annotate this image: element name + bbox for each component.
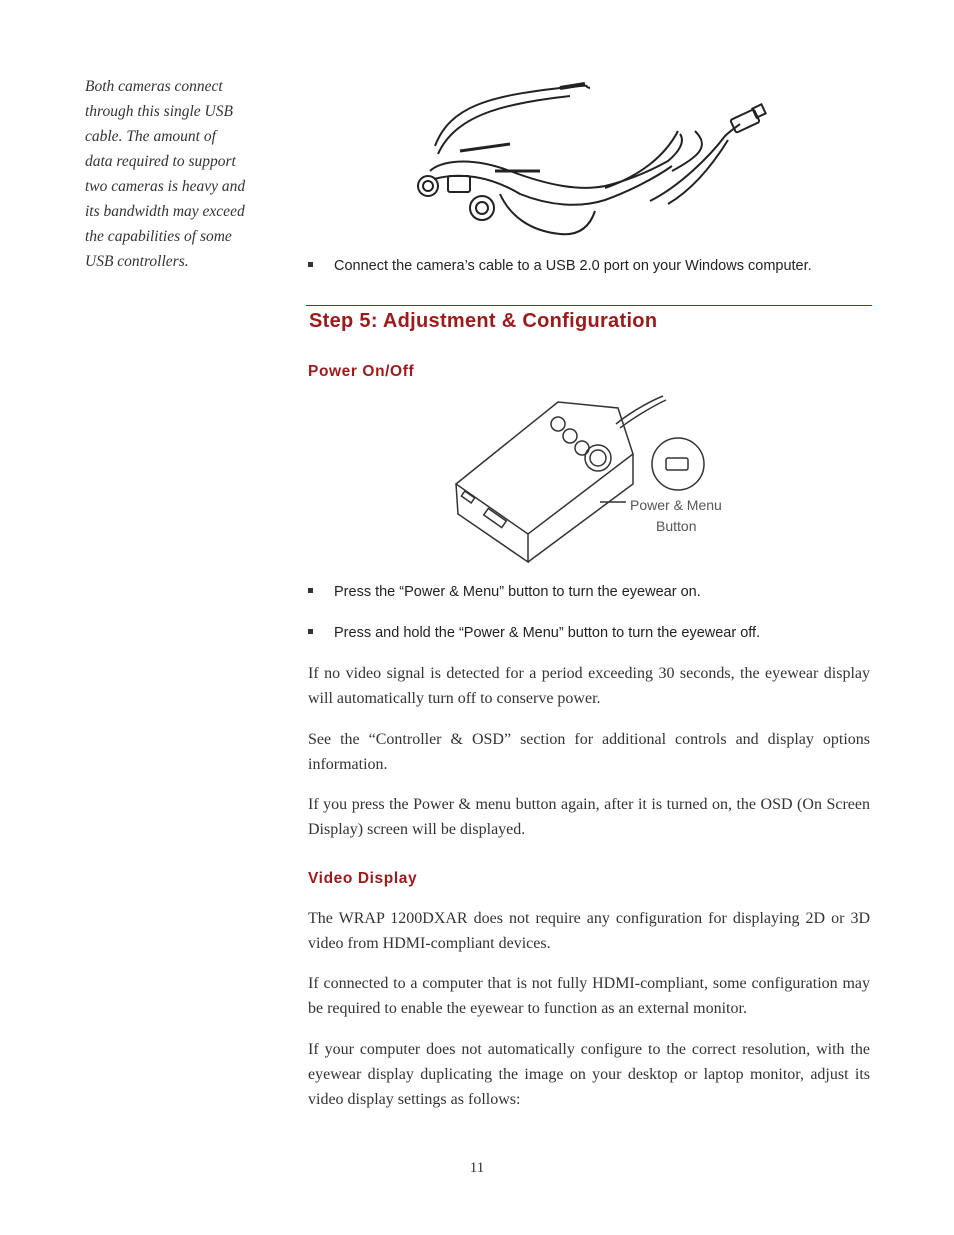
paragraph: If connected to a computer that is not fully HDMI-compliant, some configuration may be required to enable the eyewear to function as an external monitor. [308, 975, 870, 1017]
bullet-text: Connect the camera’s cable to a USB 2.0 port on your Windows computer. [334, 258, 812, 274]
bullet-marker [308, 629, 313, 634]
margin-note-line: data required to support [85, 153, 236, 170]
paragraph: If you press the Power & menu button again, after it is turned on, the OSD (On Screen Display) screen will be displayed. [308, 796, 870, 838]
bullet-item [308, 625, 760, 641]
bullet-text: Press and hold the “Power & Menu” button to turn the eyewear off. [334, 625, 761, 641]
paragraph: See the “Controller & OSD” section for additional controls and display options information. [308, 731, 870, 773]
margin-note [85, 74, 260, 274]
controller-illustration [448, 394, 748, 566]
figure-label-line1: Power & Menu [630, 497, 722, 513]
bullet-marker [308, 588, 313, 593]
margin-note-line: its bandwidth may exceed [85, 203, 245, 220]
paragraph: If no video signal is detected for a period exceeding 30 seconds, the eyewear display will automatically turn off to conserve power. [308, 665, 870, 707]
margin-note-line: two cameras is heavy and [85, 178, 246, 195]
subsection-title-video: Video Display [308, 870, 418, 887]
section-divider [306, 305, 872, 306]
margin-note-line: Both cameras connect [85, 78, 223, 95]
subsection-title-power: Power On/Off [308, 363, 415, 380]
section-title: Step 5: Adjustment & Configuration [309, 310, 658, 332]
margin-note-line: the capabilities of some [85, 228, 232, 245]
figure-label-line2: Button [656, 518, 697, 534]
bullet-item [308, 584, 701, 600]
margin-note-line: USB controllers. [85, 253, 189, 270]
eyewear-illustration [410, 76, 770, 244]
bullet-marker [308, 262, 313, 267]
paragraph: If your computer does not automatically configure to the correct resolution, with the eyewear display duplicating the image on your desktop or laptop monitor, adjust its video display settings as follows: [308, 1041, 870, 1108]
margin-note-line: through this single USB [85, 103, 233, 120]
bullet-item [308, 258, 812, 274]
bullet-text: Press the “Power & Menu” button to turn the eyewear on. [334, 584, 701, 600]
margin-note-line: cable. The amount of [85, 128, 216, 145]
page-number: 11 [469, 1160, 485, 1176]
paragraph: The WRAP 1200DXAR does not require any configuration for displaying 2D or 3D video from HDMI-compliant devices. [308, 910, 870, 952]
